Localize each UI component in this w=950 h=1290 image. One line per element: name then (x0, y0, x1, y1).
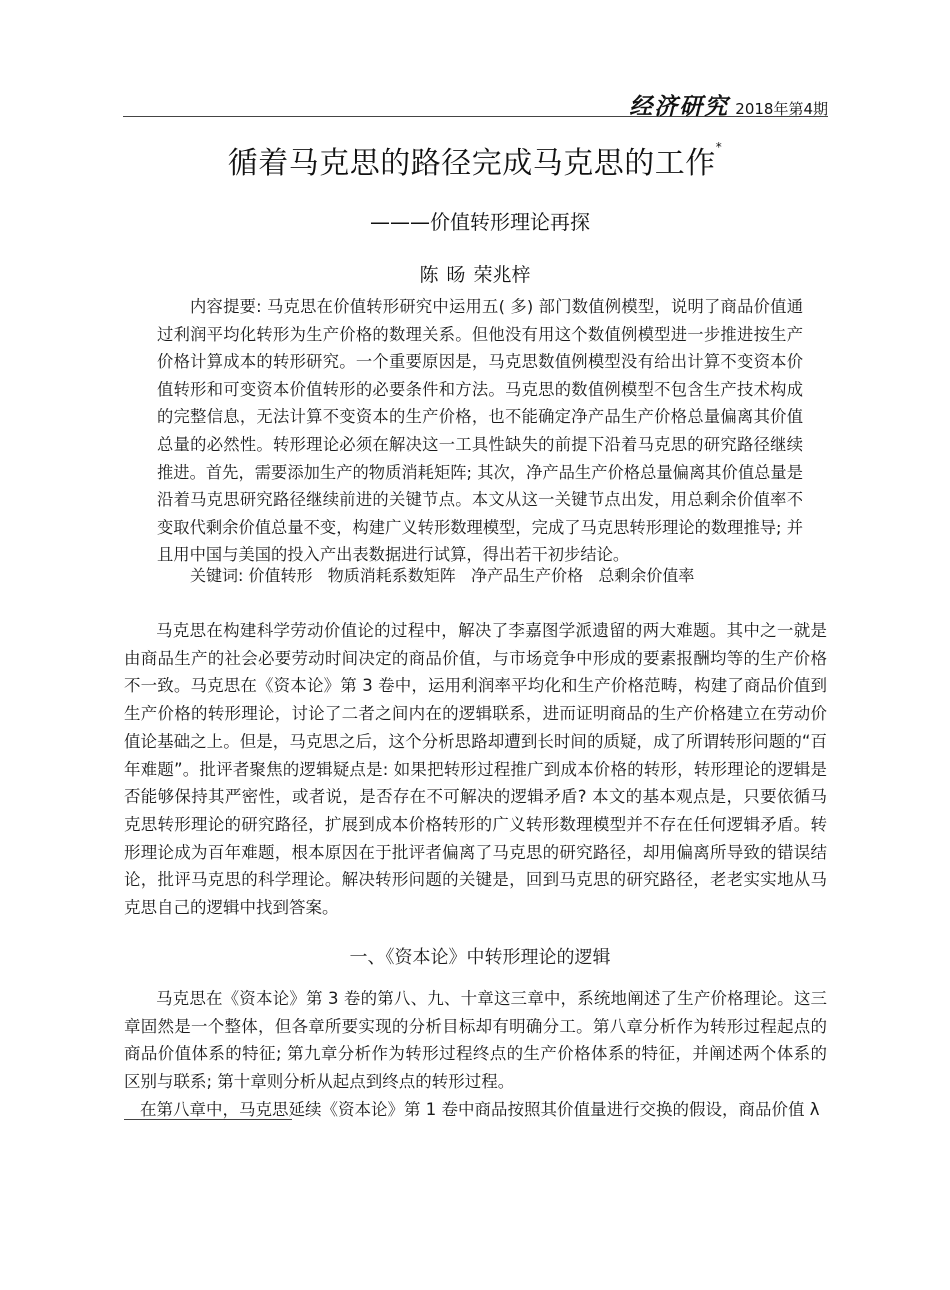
title-footnote-mark: * (715, 140, 723, 154)
keyword: 价值转形 (248, 566, 313, 585)
continuing-paragraph: 在第八章中，马克思延续《资本论》第 1 卷中商品按照其价值量进行交换的假设，商品价值 λ (140, 1100, 820, 1119)
footnote-divider (124, 1119, 292, 1120)
intro-paragraph: 马克思在构建科学劳动价值论的过程中，解决了李嘉图学派遗留的两大难题。其中之一就是由商品生产的社会必要劳动时间决定的商品价值，与市场竞争中形成的要素报酬均等的生产价格不一致。马克思在《资本论》第 3 卷中，运用利润率平均化和生产价格范畴，构建了商品价值到生产价格的转形理论，讨论了二者之间内在的逻辑联系，进而证明商品的生产价格建立在劳动价值论基础之上。但是，马克思之后，这个分析思路却遭到长时间的质疑，成了所谓转形问题的“百年难题”。批评者聚焦的逻辑疑点是: 如果把转形过程推广到成本价格的转形，转形理论的逻辑是否能够保持其严密性，或者说，是否存在不可解决的逻辑矛盾? 本文的基本观点是，只要依循马克思转形理论的研究路径，扩展到成本价格转形的广义转形数理模型并不存在任何逻辑矛盾。转形理论成为百年难题，根本原因在于批评者偏离了马克思的研究路径，却用偏离所导致的错误结论，批评马克思的科学理论。解决转形问题的关键是，回到马克思的研究路径，老老实实地从马克思自己的逻辑中找到答案。 (124, 621, 827, 918)
article-title-text: 循着马克思的路径完成马克思的工作 (227, 146, 716, 181)
article-authors: 陈 旸 荣兆梓 (419, 264, 531, 286)
journal-logo: 经济研究 (629, 93, 730, 120)
section-paragraph: 马克思在《资本论》第 3 卷的第八、九、十章这三章中，系统地阐述了生产价格理论。这三章固然是一个整体，但各章所要实现的分析目标却有明确分工。第八章分析作为转形过程起点的商品价值体系的特征; 第九章分析作为转形过程终点的生产价格体系的特征，并阐述两个体系的区别与联系; 第十章则分析从起点到终点的转形过程。 (124, 989, 827, 1092)
keywords (190, 563, 694, 586)
journal-masthead (629, 88, 828, 121)
running-header (123, 82, 828, 120)
keyword: 总剩余价值率 (598, 566, 695, 585)
keyword: 净产品生产价格 (471, 566, 584, 585)
article-title (0, 138, 950, 182)
keywords-label: 关键词: (190, 566, 244, 585)
article-subtitle: ———价值转形理论再探 (370, 210, 590, 234)
keyword: 物质消耗系数矩阵 (327, 566, 456, 585)
journal-issue: 2018年第4期 (735, 100, 828, 118)
abstract: 内容提要: 马克思在价值转形研究中运用五( 多) 部门数值例模型，说明了商品价值通过利润平均化转形为生产价格的数理关系。但他没有用这个数值例模型进一步推进按生产价格计算成本的转形研究。一个重要原因是，马克思数值例模型没有给出计算不变资本价值转形和可变资本价值转形的必要条件和方法。马克思的数值例模型不包含生产技术构成的完整信息，无法计算不变资本的生产价格，也不能确定净产品生产价格总量偏离其价值总量的必然性。转形理论必须在解决这一工具性缺失的前提下沿着马克思的研究路径继续推进。首先，需要添加生产的物质消耗矩阵; 其次，净产品生产价格总量偏离其价值总量是沿着马克思研究路径继续前进的关键节点。本文从这一关键节点出发，用总剩余价值率不变取代剩余价值总量不变，构建广义转形数理模型，完成了马克思转形理论的数理推导; 并且用中国与美国的投入产出表数据进行试算，得出若干初步结论。 (157, 297, 803, 565)
section-heading: 一、《资本论》中转形理论的逻辑 (349, 947, 611, 968)
